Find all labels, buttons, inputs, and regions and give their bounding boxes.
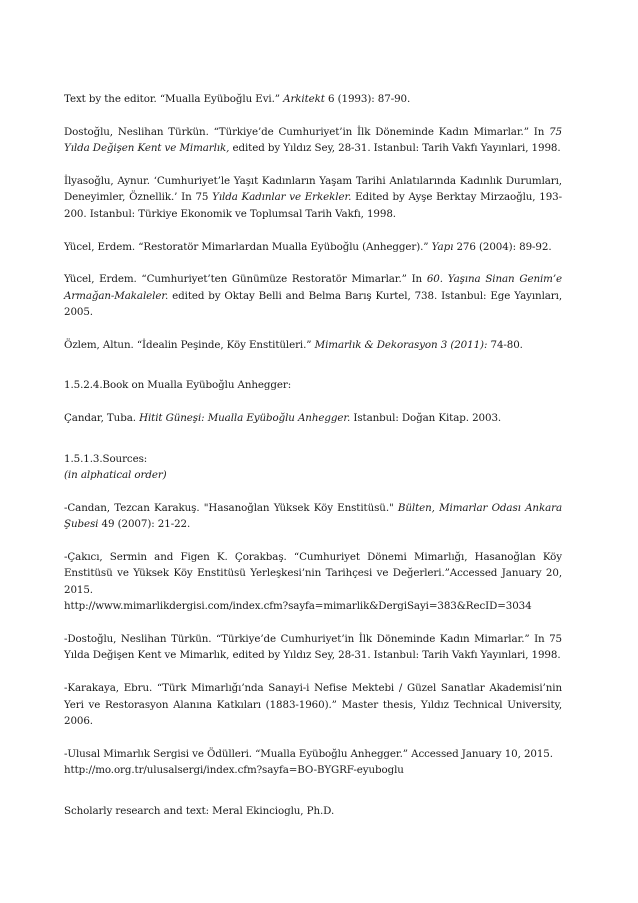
reference-title: Hitit Güneşi: Mualla Eyüboğlu Anhegger. xyxy=(139,412,351,425)
source-details: 49 (2007): 21-22. xyxy=(98,518,191,531)
reference-details: edited by Yıldız Sey, 28-31. Istanbul: Tarih Vakfı Yayınlari, 1998. xyxy=(229,142,561,155)
reference-title: Arkitekt xyxy=(283,93,325,105)
source-entry xyxy=(64,680,562,729)
source-text: -Ulusal Mimarlık Sergisi ve Ödülleri. “Mualla Eyüboğlu Anhegger.” Accessed January 10, 2015. xyxy=(64,747,553,760)
reference-entry xyxy=(64,337,562,353)
reference-entry xyxy=(64,271,562,320)
reference-entry xyxy=(64,239,562,255)
source-entry xyxy=(64,549,562,615)
reference-text: Özlem, Altun. “İdealin Peşinde, Köy Enstitüleri.” xyxy=(64,339,315,352)
source-text: -Candan, Tezcan Karakuş. "Hasanoğlan Yüksek Köy Enstitüsü." xyxy=(64,501,398,514)
reference-text: Text by the editor. “Mualla Eyüboğlu Evi.” xyxy=(64,93,284,105)
reference-details: Istanbul: Doğan Kitap. 2003. xyxy=(350,412,502,425)
reference-details: Edited by Ayşe Berktay Mirzaoğlu, 193-200. Istanbul: Türkiye Ekonomik ve Toplumsal Tarih Vakfı, 1998. xyxy=(64,191,563,220)
section-subheading-sources xyxy=(64,467,562,483)
reference-details: 276 (2004): 89-92. xyxy=(453,240,552,253)
credit-line: Scholarly research and text: Meral Ekincioglu, Ph.D. xyxy=(64,804,335,817)
subheading-text: (in alphatical order) xyxy=(64,469,167,482)
reference-title: 75 Yılda Değişen Kent ve Mimarlık, xyxy=(64,125,562,155)
section-heading-book: 1.5.2.4.Book on Mualla Eyüboğlu Anhegger: xyxy=(64,379,292,392)
reference-title: Yapı xyxy=(431,240,454,253)
source-text: -Dostoğlu, Neslihan Türkün. “Türkiye’de Cumhuriyet’in İlk Döneminde Kadın Mimarlar.” In 75 Yılda Değişen Kent ve Mimarlık, edited by Yıldız Sey, 28-31. Istanbul: Tarih Vakfı Yayınlari, 1998. xyxy=(64,633,562,662)
source-text: -Çakıcı, Sermin and Figen K. Çorakbaş. “Cumhuriyet Dönemi Mimarlığı, Hasanoğlan Köy Enstitüsü ve Yüksek Köy Enstitüsü Yerleşkesi’nin Tarihçesi ve Değerleri.”Accessed January 20, 2015. xyxy=(64,551,562,596)
reference-title: Yılda Kadınlar ve Erkekler. xyxy=(212,191,352,204)
source-url[interactable]: http://www.mimarlikdergisi.com/index.cfm?sayfa=mimarlik&DergiSayi=383&RecID=3034 xyxy=(64,600,532,613)
reference-text: Dostoğlu, Neslihan Türkün. “Türkiye’de Cumhuriyet’in İlk Döneminde Kadın Mimarlar.” In xyxy=(64,125,550,138)
source-url[interactable]: http://mo.org.tr/ulusalsergi/index.cfm?sayfa=BO-BYGRF-eyuboglu xyxy=(64,764,404,777)
reference-details: 74-80. xyxy=(487,339,523,352)
source-text: -Karakaya, Ebru. “Türk Mimarlığı’nda Sanayi-i Nefise Mektebi / Güzel Sanatlar Akademisi’nin Yeri ve Restorasyon Alanına Katkıları (1883-1960).” Master thesis, Yıldız Technical University, 2006. xyxy=(64,682,562,728)
reference-entry xyxy=(64,173,562,222)
reference-details: edited by Oktay Belli and Belma Barış Kurtel, 738. Istanbul: Ege Yayınları, 2005. xyxy=(64,289,562,319)
source-title: Bülten, Mimarlar Odası Ankara Şubesi xyxy=(64,501,562,531)
section-heading-sources: 1.5.1.3.Sources: xyxy=(64,452,148,465)
reference-entry xyxy=(64,124,562,157)
book-entry xyxy=(64,410,562,426)
reference-text: Çandar, Tuba. xyxy=(64,412,140,425)
reference-title: 60. Yaşına Sinan Genim’e Armağan-Makaleler. xyxy=(64,273,563,302)
source-entry xyxy=(64,631,562,664)
source-entry xyxy=(64,500,562,533)
reference-text: Yücel, Erdem. “Cumhuriyet’ten Günümüze Restoratör Mimarlar.” In xyxy=(64,273,427,286)
reference-entry xyxy=(64,91,562,107)
references-body xyxy=(64,91,562,819)
reference-text: İlyasoğlu, Aynur. ‘Cumhuriyet’le Yaşıt Kadınların Yaşam Tarihi Anlatılarında Kadınlık Durumları, Deneyimler, Öznellik.’ In 75 xyxy=(64,175,562,204)
reference-details: 6 (1993): 87-90. xyxy=(324,93,411,105)
reference-title: Mimarlık & Dekorasyon 3 (2011): xyxy=(314,339,488,352)
reference-text: Yücel, Erdem. “Restoratör Mimarlardan Mualla Eyüboğlu (Anhegger).” xyxy=(64,240,432,253)
source-entry xyxy=(64,746,562,779)
